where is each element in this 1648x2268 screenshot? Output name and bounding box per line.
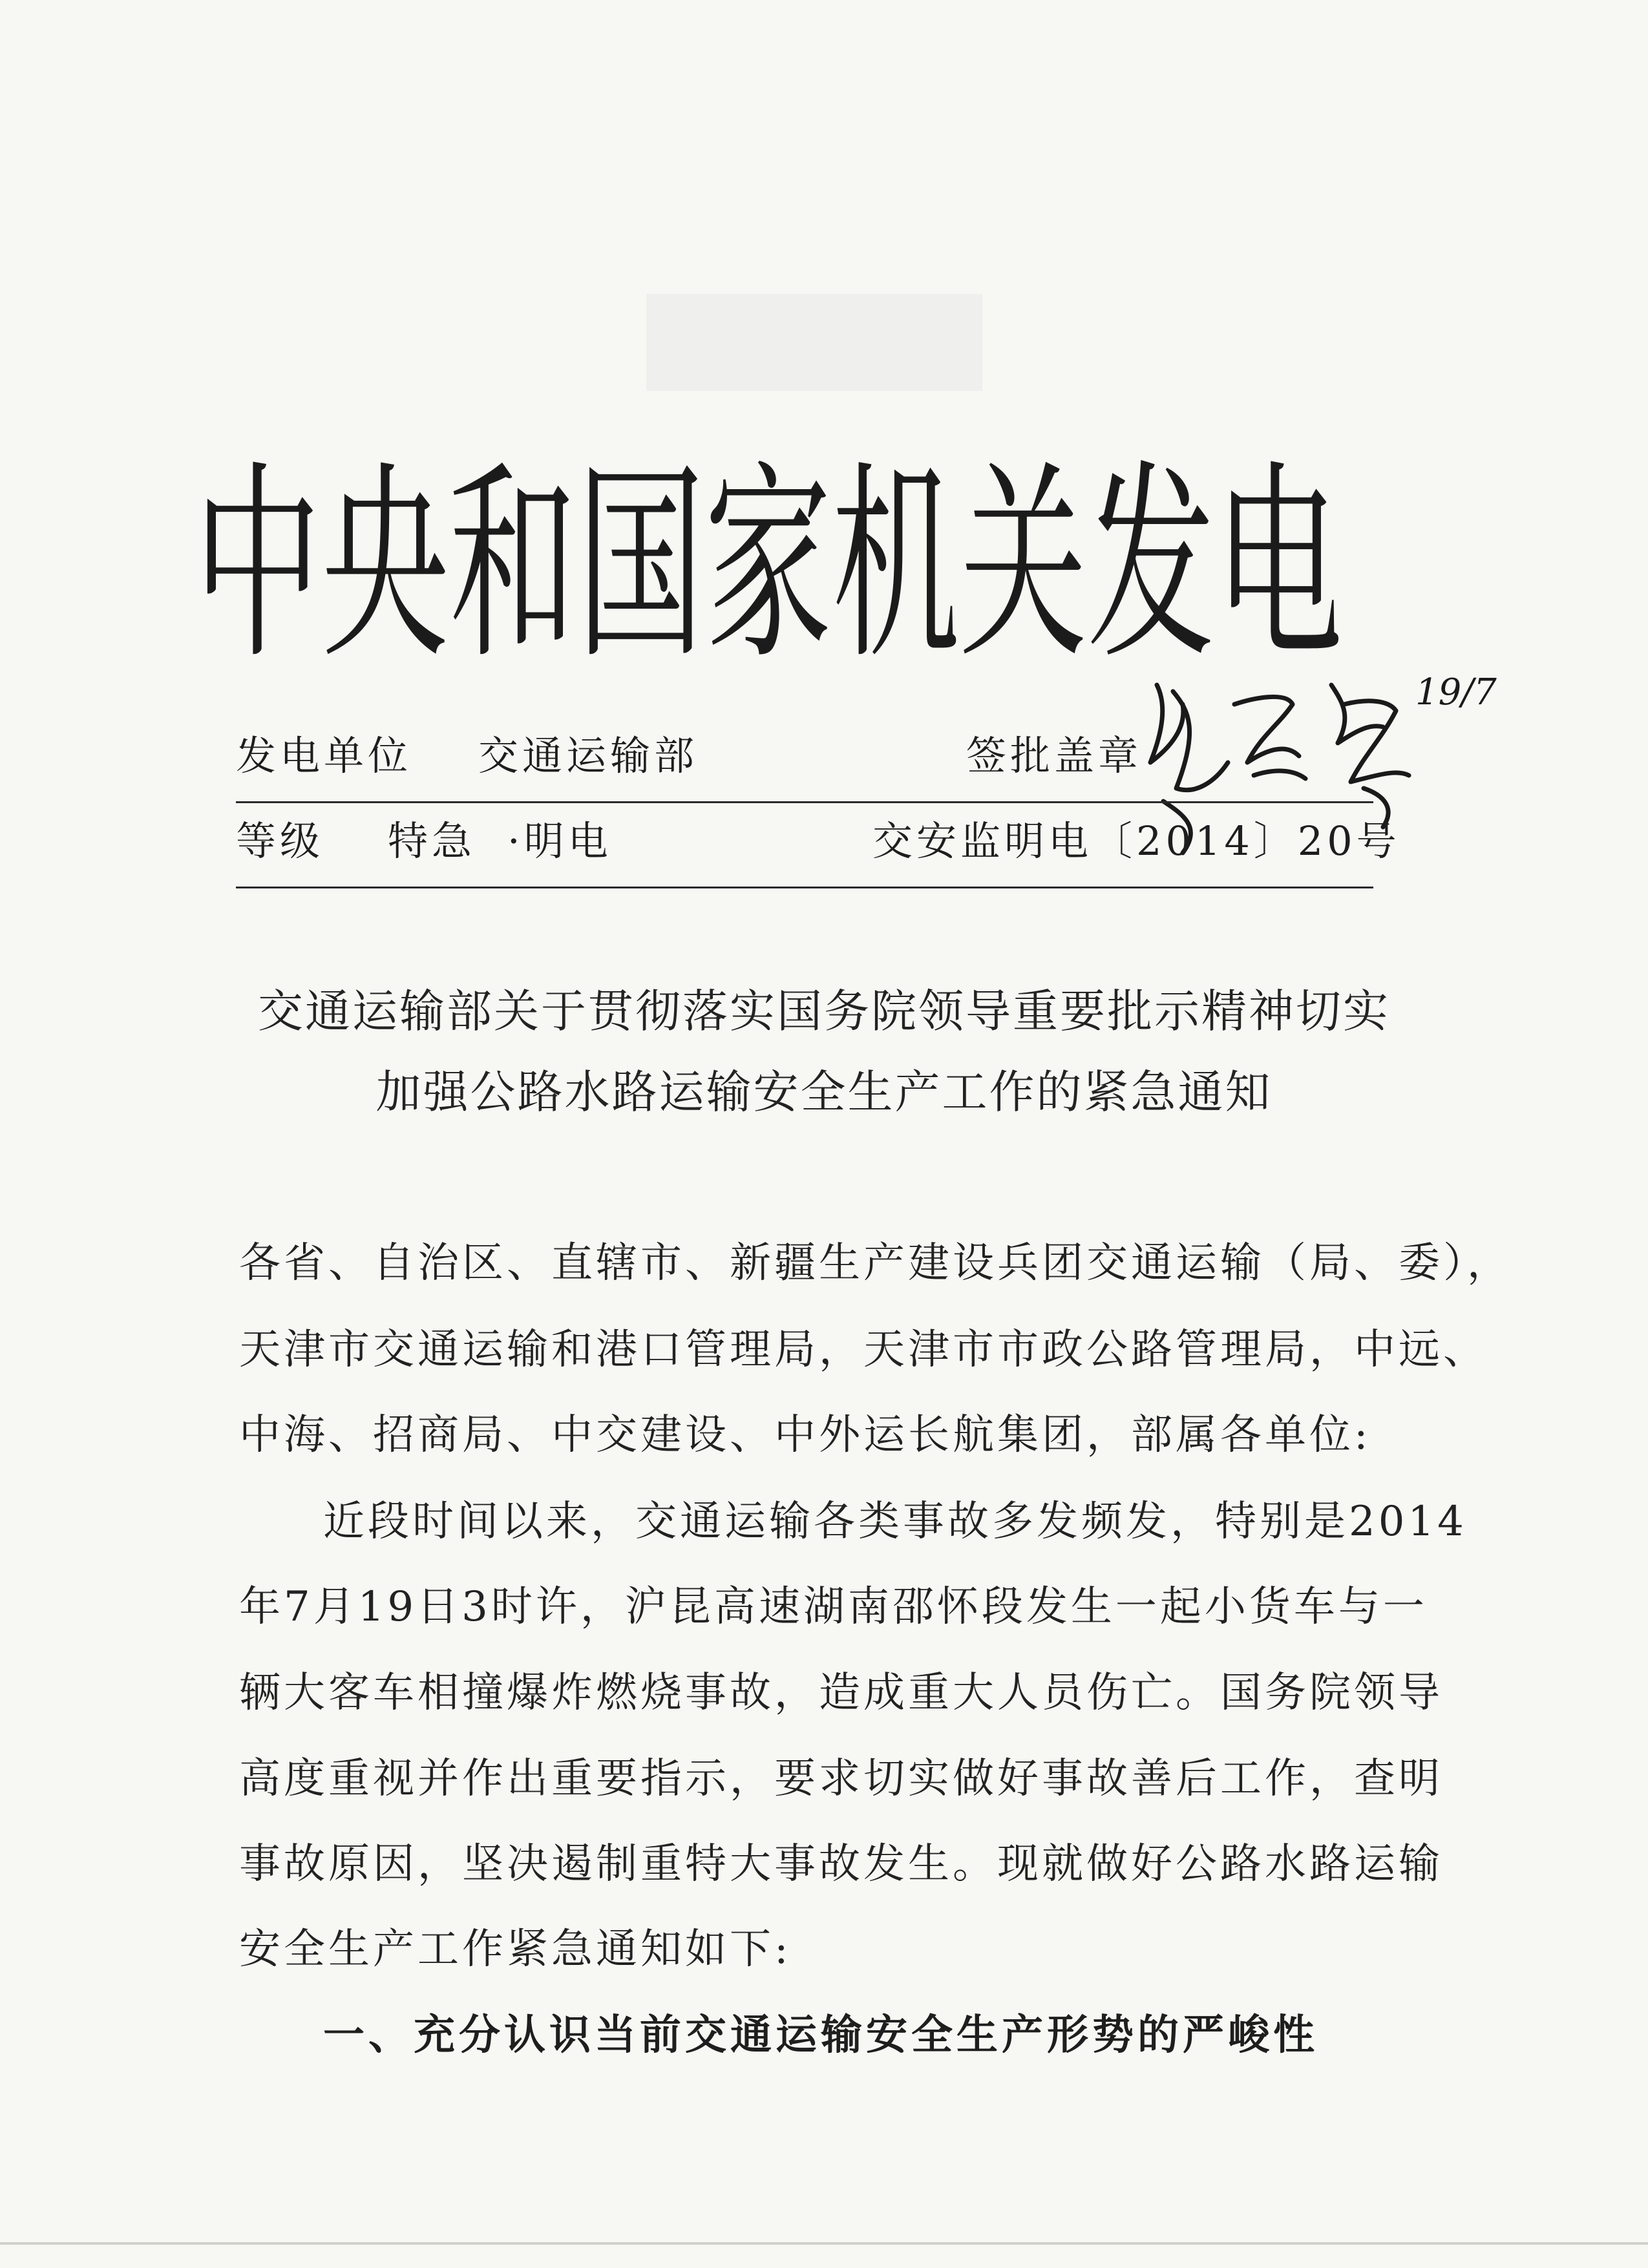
addressee-line-2: 天津市交通运输和港口管理局，天津市市政公路管理局，中远、 xyxy=(239,1326,1488,1374)
sender-value: 交通运输部 xyxy=(478,732,699,779)
header-rule-bottom xyxy=(236,887,1373,888)
notice-title-line-1: 交通运输部关于贯彻落实国务院领导重要批示精神切实 xyxy=(258,985,1390,1038)
masthead-title: 中央和国家机关发电 xyxy=(194,443,1343,688)
grade-value: 特急 xyxy=(388,817,476,865)
signature-date: 19/7 xyxy=(1415,671,1497,713)
body-line-5: 事故原因，坚决遏制重特大事故发生。现就做好公路水路运输 xyxy=(239,1840,1443,1888)
sender-label: 发电单位 xyxy=(236,732,412,779)
body-line-4: 高度重视并作出重要指示，要求切实做好事故善后工作，查明 xyxy=(239,1755,1443,1803)
body-line-1: 近段时间以来，交通运输各类事故多发频发，特别是2014 xyxy=(323,1498,1467,1546)
addressee-line-3: 中海、招商局、中交建设、中外运长航集团，部属各单位: xyxy=(239,1411,1371,1459)
approval-label: 签批盖章 xyxy=(966,732,1143,779)
document-number: 交安监明电〔2014〕20号 xyxy=(872,817,1400,865)
grade-type: ·明电 xyxy=(507,817,612,865)
grade-label: 等级 xyxy=(236,817,324,865)
body-line-2: 年7月19日3时许，沪昆高速湖南邵怀段发生一起小货车与一 xyxy=(239,1583,1428,1631)
addressee-line-1: 各省、自治区、直辖市、新疆生产建设兵团交通运输（局、委）， xyxy=(239,1239,1512,1287)
body-line-3: 辆大客车相撞爆炸燃烧事故，造成重大人员伤亡。国务院领导 xyxy=(239,1669,1443,1717)
notice-title-line-2: 加强公路水路运输安全生产工作的紧急通知 xyxy=(375,1066,1273,1118)
header-rule-top xyxy=(236,801,1373,803)
scan-edge xyxy=(0,2242,1648,2245)
scan-shade xyxy=(646,294,982,391)
body-line-6: 安全生产工作紧急通知如下: xyxy=(239,1926,792,1973)
section-heading-1: 一、充分认识当前交通运输安全生产形势的严峻性 xyxy=(323,2011,1318,2059)
